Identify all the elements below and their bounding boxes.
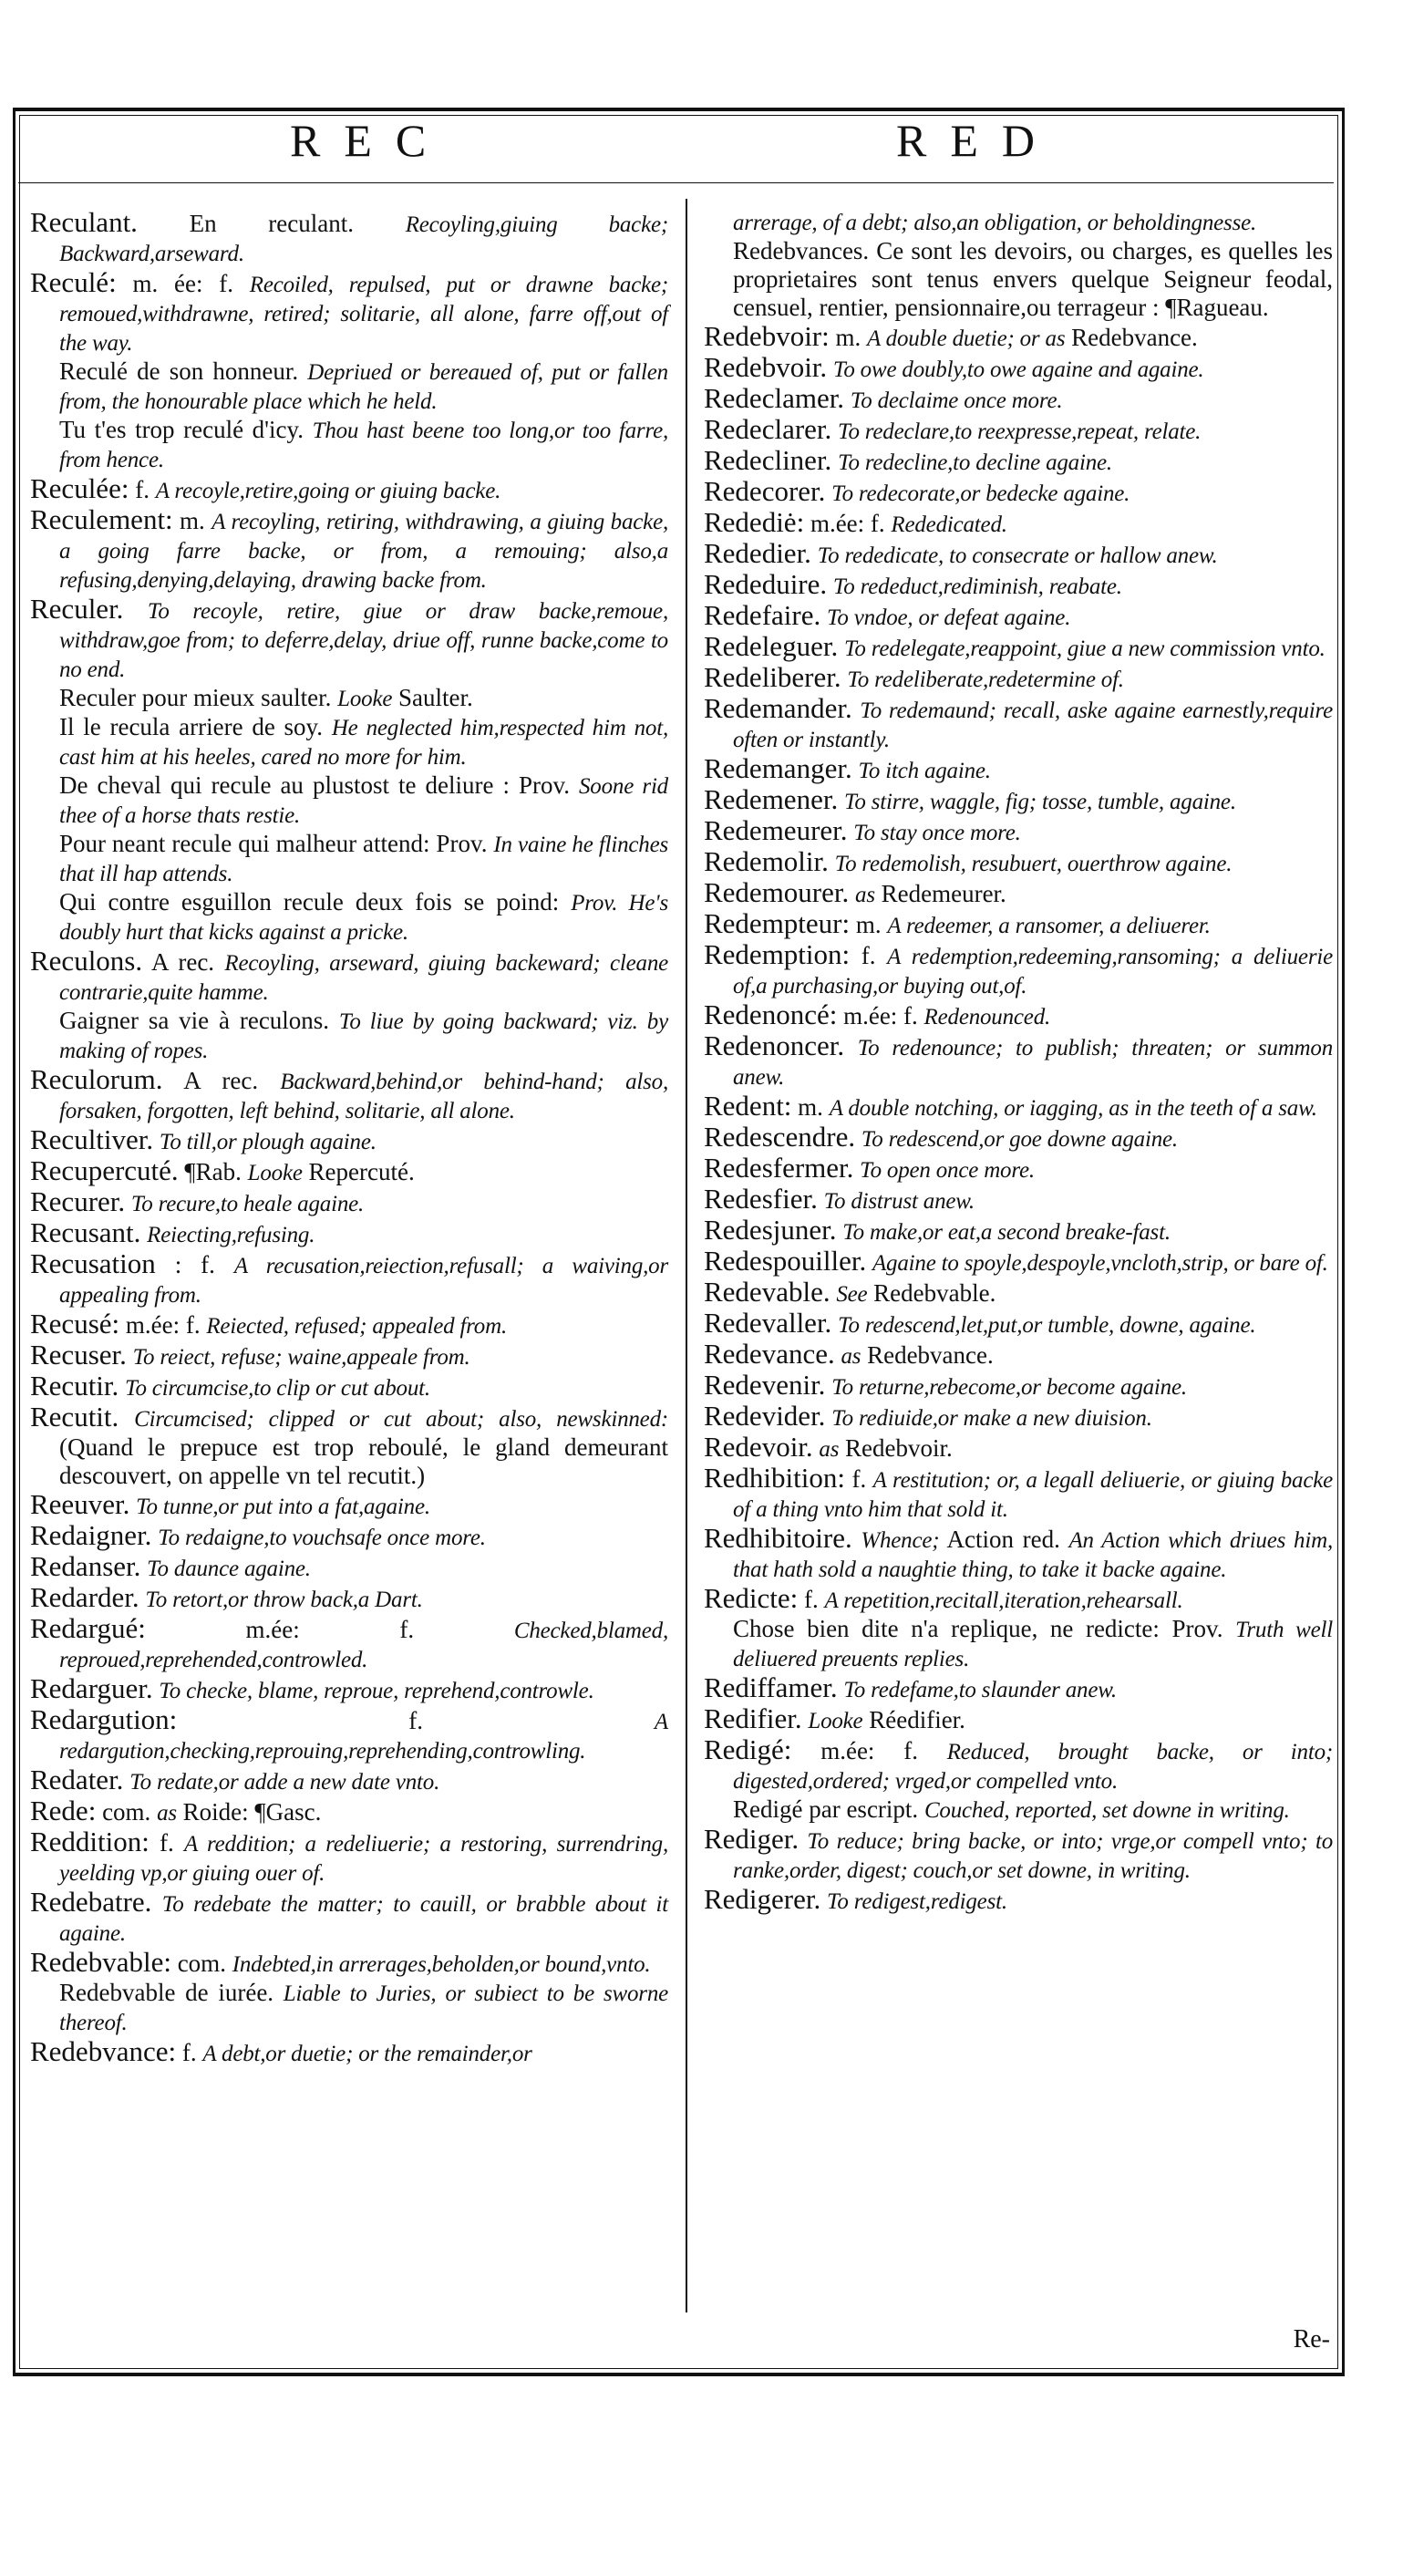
dictionary-entry: [30, 1979, 668, 2037]
french-text: Il le recula arriere de soy.: [59, 713, 324, 740]
headword: Redenoncer.: [704, 1029, 845, 1061]
english-gloss: An Action which driues him, that hath sold a naughtie thing, to take it backe againe.: [733, 1528, 1334, 1582]
headword: Redecorer.: [704, 475, 826, 507]
dictionary-entry: [704, 1122, 1333, 1154]
headword: Redent:: [704, 1090, 792, 1122]
headword: Redevaller.: [704, 1307, 832, 1339]
dictionary-entry: [704, 694, 1333, 754]
french-text: Chose bien dite n'a replique, ne redicte: Prov.: [733, 1615, 1223, 1642]
english-gloss: To redigest,redigest.: [827, 1889, 1007, 1914]
english-gloss: To redelegate,reappoint, giue a new commission vnto.: [843, 636, 1326, 661]
dictionary-entry: [704, 1795, 1333, 1825]
english-gloss: Reduced, brought backe, or into; digested,ordered; vrged,or compelled vnto.: [733, 1740, 1333, 1794]
dictionary-entry: [704, 384, 1333, 415]
english-gloss: To redate,or adde a new date vnto.: [129, 1770, 440, 1795]
dictionary-entry: [704, 353, 1333, 384]
dictionary-entry: [30, 1340, 668, 1371]
headword: Redevable.: [704, 1276, 830, 1308]
headword: Recusant.: [30, 1216, 141, 1248]
french-text: f.: [861, 942, 876, 969]
dictionary-entry: [704, 1825, 1333, 1885]
dictionary-entry: [704, 940, 1333, 1000]
dictionary-entry: [704, 1185, 1333, 1216]
english-gloss: To redebate the matter; to cauill, or brabble about it againe.: [59, 1892, 669, 1946]
headword: Redigerer.: [704, 1883, 821, 1915]
dictionary-entry: [704, 1309, 1333, 1340]
dictionary-entry: [704, 601, 1333, 632]
dictionary-entry: [704, 754, 1333, 785]
dictionary-entry: [704, 816, 1333, 847]
dictionary-entry: [30, 2037, 668, 2068]
english-gloss: Recoyling,giuing backe;: [405, 212, 668, 237]
headword: Redeclamer.: [704, 382, 845, 414]
english-gloss: To distrust anew.: [823, 1189, 975, 1214]
english-gloss: as: [157, 1801, 177, 1826]
headword: Recuser.: [30, 1339, 127, 1371]
english-gloss: Truth well deliuered preuents replies.: [733, 1618, 1333, 1671]
french-text: Pour neant recule qui malheur attend: Prov.: [59, 830, 488, 857]
english-gloss: A recoyling, retiring, withdrawing, a giuing backe, a going farre backe, or from, a remouing; also,a refusing,denying,delaying, drawing backe from.: [59, 510, 669, 593]
headword: Redifier.: [704, 1702, 802, 1734]
english-gloss: To redemolish, resubuert, ouerthrow againe.: [834, 852, 1233, 876]
headword: Redhibition:: [704, 1462, 845, 1494]
english-gloss: A double notching, or iagging, as in the teeth of a saw.: [829, 1096, 1317, 1121]
english-gloss: A redargution,checking,reprouing,reprehending,controwling.: [59, 1710, 668, 1764]
english-gloss: A redeemer, a ransomer, a deliuerer.: [887, 914, 1211, 938]
english-gloss: Checked,blamed, reproued,reprehended,controwled.: [59, 1619, 669, 1672]
dictionary-entry: [30, 1218, 668, 1249]
headword: Rededier.: [704, 537, 811, 569]
headword: Redecliner.: [704, 444, 832, 476]
headword: Redevenir.: [704, 1369, 826, 1401]
french-text: Redebvance.: [1071, 324, 1198, 351]
french-text: Redebvance.: [867, 1341, 994, 1369]
headword: Redemolir.: [704, 845, 829, 877]
headword: Redesjuner.: [704, 1214, 837, 1246]
english-gloss: Indebted,in arrerages,beholden,or bound,vnto.: [232, 1952, 651, 1977]
headword: Rediffamer.: [704, 1671, 838, 1703]
dictionary-entry: [704, 1216, 1333, 1247]
headword: Redespouiller.: [704, 1245, 867, 1277]
headword: Reculée:: [30, 472, 129, 504]
english-gloss: To recoyle, retire, giue or draw backe,remoue, withdraw,goe from; to deferre,delay, driue off, runne backe,come to no end.: [59, 599, 668, 682]
headword: Redargué:: [30, 1612, 146, 1644]
english-gloss: To redaigne,to vouchsafe once more.: [158, 1526, 486, 1550]
english-gloss: To reduce; bring backe, or into; vrge,or compell vnto; to ranke,order, digest; couch,or set downe, in writing.: [733, 1829, 1333, 1883]
dictionary-entry: [704, 1278, 1333, 1309]
dictionary-entry: [704, 909, 1333, 940]
dictionary-entry: [30, 1125, 668, 1156]
english-gloss: Liable to Juries, or subiect to be sworne thereof.: [59, 1981, 669, 2035]
english-gloss: Soone rid thee of a horse thats restie.: [59, 774, 668, 828]
english-gloss: To redescend,let,put,or tumble, downe, againe.: [838, 1313, 1256, 1338]
french-text: Roide: ¶Gasc.: [182, 1798, 322, 1826]
dictionary-entry: [30, 595, 668, 684]
english-gloss: To redeliberate,redetermine of.: [847, 667, 1124, 692]
dictionary-entry: [30, 1065, 668, 1125]
english-gloss: To rededicate, to consecrate or hallow anew.: [817, 543, 1218, 568]
french-text: Saulter.: [398, 684, 473, 711]
dictionary-entry: [30, 1614, 668, 1674]
headword: Reculant.: [30, 206, 138, 238]
dictionary-entry: [704, 1247, 1333, 1278]
dictionary-entry: [30, 208, 668, 268]
english-gloss: To vndoe, or defeat againe.: [826, 605, 1071, 630]
english-gloss: Rededicated.: [891, 512, 1007, 537]
english-gloss: To returne,rebecome,or become againe.: [831, 1375, 1187, 1400]
english-gloss: To open once more.: [860, 1158, 1035, 1183]
french-text: m.ée: f.: [245, 1616, 415, 1643]
dictionary-entry: [704, 1154, 1333, 1185]
dictionary-entry: [30, 830, 668, 888]
headword: Reculons.: [30, 945, 143, 977]
english-gloss: Reiecting,refusing.: [147, 1223, 315, 1247]
english-gloss: Circumcised; clipped or cut about; also, newskinned:: [134, 1407, 669, 1432]
english-gloss: A repetition,recitall,iteration,rehearsall.: [824, 1588, 1183, 1613]
english-gloss: Prov. He's doubly hurt that kicks against a pricke.: [59, 891, 668, 945]
dictionary-entry: [30, 1948, 668, 1979]
headword: Redeliberer.: [704, 661, 841, 693]
dictionary-entry: [30, 1309, 668, 1340]
dictionary-entry: [30, 1827, 668, 1888]
headword: Redebvance:: [30, 2035, 177, 2067]
french-text: Tu t'es trop reculé d'icy.: [59, 416, 304, 443]
dictionary-entry: [704, 785, 1333, 816]
english-gloss: Looke: [808, 1709, 863, 1733]
dictionary-entry: [704, 1704, 1333, 1735]
headword: Redemption:: [704, 938, 851, 970]
english-gloss: To stirre, waggle, fig; tosse, tumble, againe.: [843, 790, 1236, 814]
french-text: Redemeurer.: [881, 880, 1006, 907]
headword: Redediė:: [704, 506, 805, 538]
english-gloss: To itch againe.: [858, 759, 991, 783]
headword: Redevance.: [704, 1338, 835, 1370]
dictionary-entry: [704, 847, 1333, 878]
dictionary-entry: [704, 1031, 1333, 1091]
english-gloss: To checke, blame, reproue, reprehend,controwle.: [159, 1679, 594, 1703]
english-gloss: A recusation,reiection,refusall; a waiving,or appealing from.: [59, 1254, 669, 1308]
headword: Redarguer.: [30, 1672, 153, 1704]
english-gloss: He neglected him,respected him not, cast him at his heeles, cared no more for him.: [59, 716, 669, 770]
header-rule: [18, 182, 1334, 183]
english-gloss: To redeclare,to reexpresse,repeat, relate.: [838, 419, 1202, 444]
dictionary-entry: [704, 663, 1333, 694]
headword: Recultiver.: [30, 1123, 154, 1155]
headword: Redevoir.: [704, 1431, 813, 1463]
headword: Redempteur:: [704, 907, 851, 939]
headword: Redesfermer.: [704, 1152, 854, 1184]
headword: Recurer.: [30, 1185, 126, 1217]
dictionary-entry: [30, 1888, 668, 1948]
headword: Redemourer.: [704, 876, 850, 908]
french-text: Redebvable de iurée.: [59, 1979, 274, 2006]
english-gloss: Redenounced.: [923, 1005, 1051, 1029]
english-gloss: as: [855, 883, 875, 907]
dictionary-entry: [30, 1552, 668, 1583]
english-gloss: To circumcise,to clip or cut about.: [125, 1376, 430, 1401]
headword: Redemanger.: [704, 752, 852, 784]
english-gloss: To stay once more.: [853, 821, 1021, 845]
dictionary-entry: [704, 632, 1333, 663]
french-text: Redebvances. Ce sont les devoirs, ou charges, es quelles les proprietaires sont tenus envers quelque Seigneur feodal, censuel, rentier, pensionnaire,ou terrageur : ¶Ragueau.: [733, 237, 1333, 321]
english-gloss: arrerage, of a debt; also,an obligation, or beholdingnesse.: [733, 211, 1257, 235]
french-text: m.ée: f.: [125, 1311, 201, 1339]
english-gloss: Whence;: [861, 1528, 940, 1553]
english-gloss: A redemption,redeeming,ransoming; a deliuerie of,a purchasing,or buying out,of.: [733, 945, 1333, 998]
english-gloss: To reiect, refuse; waine,appeale from.: [132, 1345, 470, 1370]
english-gloss: To liue by going backward; viz. by making of ropes.: [59, 1009, 669, 1063]
dictionary-entry: [30, 713, 668, 771]
dictionary-entry: [30, 1371, 668, 1402]
dictionary-entry: [704, 1524, 1333, 1584]
english-gloss: as: [841, 1344, 861, 1369]
english-gloss: A debt,or duetie; or the remainder,or: [202, 2042, 532, 2066]
left-column: [30, 208, 668, 2068]
french-text: De cheval qui recule au plustost te deliure : Prov.: [59, 771, 570, 799]
dictionary-entry: [30, 1156, 668, 1187]
headword: Recupercuté.: [30, 1154, 179, 1186]
catchword: Re-: [1293, 2325, 1330, 2354]
english-gloss: To redemaund; recall, aske againe earnestly,require often or instantly.: [733, 698, 1333, 752]
french-text: m.: [855, 911, 882, 938]
headword: Redevider.: [704, 1400, 826, 1432]
french-text: f.: [851, 1465, 867, 1493]
headword: Redemeurer.: [704, 814, 848, 846]
dictionary-entry: [30, 1490, 668, 1521]
dictionary-entry: [704, 322, 1333, 353]
dictionary-entry: [704, 539, 1333, 570]
dictionary-entry: [30, 1705, 668, 1765]
headword: Reculement:: [30, 503, 173, 535]
headword: Reculé:: [30, 266, 117, 298]
headword: Redefaire.: [704, 599, 821, 631]
headword: Redemander.: [704, 692, 852, 724]
headword: Redicte:: [704, 1582, 799, 1614]
headword: Redesfier.: [704, 1183, 818, 1215]
english-gloss: Reiected, refused; appealed from.: [206, 1314, 507, 1339]
english-gloss: Couched, reported, set downe in writing.: [923, 1798, 1290, 1823]
dictionary-entry: [30, 1187, 668, 1218]
french-text: A rec.: [183, 1067, 259, 1094]
right-column: [704, 208, 1333, 1916]
dictionary-entry: [704, 878, 1333, 909]
french-text: A rec.: [150, 948, 215, 976]
english-gloss: In vaine he flinches that ill hap attends.: [59, 833, 668, 886]
dictionary-entry: [704, 446, 1333, 477]
headword: Redebvoir:: [704, 320, 830, 352]
dictionary-entry: [704, 1464, 1333, 1524]
headword: Reddition:: [30, 1826, 150, 1857]
french-text: Gaigner sa vie à reculons.: [59, 1007, 330, 1034]
headword: Redebvable:: [30, 1946, 171, 1978]
french-text: f.: [804, 1586, 819, 1613]
english-gloss: A recoyle,retire,going or giuing backe.: [155, 479, 501, 503]
headword: Redater.: [30, 1764, 124, 1795]
dictionary-entry: [704, 237, 1333, 322]
headword: Redenoncé:: [704, 998, 838, 1030]
headword: Reculorum.: [30, 1063, 163, 1095]
headword: Redebvoir.: [704, 351, 828, 383]
french-text: Réedifier.: [869, 1706, 965, 1733]
english-gloss: To tunne,or put into a fat,againe.: [136, 1495, 430, 1519]
english-gloss: Looke: [337, 687, 393, 711]
dictionary-entry: [30, 474, 668, 505]
french-text: Qui contre esguillon recule deux fois se poind:: [59, 888, 560, 916]
headword: Recusé:: [30, 1308, 120, 1340]
dictionary-entry: [704, 1433, 1333, 1464]
english-gloss: To rediuide,or make a new diuision.: [831, 1406, 1152, 1431]
english-gloss: To redecorate,or bedecke againe.: [831, 481, 1130, 506]
english-gloss: as: [819, 1437, 840, 1462]
french-text: f.: [160, 1829, 174, 1857]
dictionary-entry: [30, 1674, 668, 1705]
french-text: f.: [181, 2039, 197, 2066]
dictionary-entry: [30, 1765, 668, 1796]
english-gloss: Looke: [247, 1161, 303, 1185]
dictionary-entry: [30, 1521, 668, 1552]
dictionary-entry: [30, 1007, 668, 1065]
dictionary-entry: [30, 357, 668, 416]
dictionary-entry: [30, 1796, 668, 1827]
headword: Redigé:: [704, 1733, 792, 1765]
french-text: Reculé de son honneur.: [59, 357, 299, 385]
french-text: com.: [177, 1950, 226, 1977]
headword: Redemener.: [704, 783, 839, 815]
headword: Rediger.: [704, 1823, 800, 1855]
dictionary-entry: [704, 1340, 1333, 1371]
dictionary-entry: [704, 1673, 1333, 1704]
english-gloss: Recoiled, repulsed, put or drawne backe; remoued,withdrawne, retired; solitarie, all alone, farre off,out of the way.: [59, 273, 669, 356]
english-gloss: See: [836, 1282, 868, 1307]
english-gloss: To recure,to heale againe.: [130, 1192, 365, 1216]
french-text: Repercuté.: [308, 1158, 415, 1185]
dictionary-entry: [704, 570, 1333, 601]
english-gloss: Backward,behind,or behind-hand; also, forsaken, forgotten, left behind, solitarie, all alone.: [59, 1070, 669, 1123]
dictionary-entry: [30, 1402, 668, 1490]
dictionary-entry: [704, 208, 1333, 237]
dictionary-entry: [30, 947, 668, 1007]
headword: Reculer.: [30, 593, 124, 625]
dictionary-entry: [30, 1249, 668, 1309]
french-text: Reculer pour mieux saulter.: [59, 684, 332, 711]
headword: Redeclarer.: [704, 413, 832, 445]
french-text: m.: [180, 507, 205, 534]
dictionary-entry: [30, 684, 668, 713]
french-text: Redigé par escript.: [733, 1795, 919, 1823]
running-head-right: RED: [896, 115, 1058, 166]
english-gloss: To retort,or throw back,a Dart.: [145, 1588, 423, 1612]
dictionary-entry: [704, 415, 1333, 446]
english-gloss: To redenounce; to publish; threaten; or summon anew.: [733, 1036, 1334, 1090]
column-divider: [686, 199, 687, 2312]
dictionary-entry: [704, 477, 1333, 508]
dictionary-entry: [30, 1583, 668, 1614]
english-gloss: To owe doubly,to owe againe and againe.: [832, 357, 1204, 382]
dictionary-entry: [704, 1000, 1333, 1031]
french-text: (Quand le prepuce est trop reboulé, le gland demeurant descouvert, on appelle vn tel recutit.): [59, 1433, 668, 1489]
dictionary-entry: [704, 1402, 1333, 1433]
dictionary-entry: [30, 771, 668, 830]
headword: Reeuver.: [30, 1488, 130, 1520]
english-gloss: Thou hast beene too long,or too farre, from hence.: [59, 419, 669, 472]
english-gloss: Recoyling, arseward, giuing backeward; cleane contrarie,quite hamme.: [59, 951, 669, 1005]
headword: Redarder.: [30, 1581, 139, 1613]
french-text: ¶Rab.: [184, 1158, 242, 1185]
french-text: m.ée: f.: [843, 1002, 918, 1029]
dictionary-entry: [704, 1091, 1333, 1122]
headword: Recutir.: [30, 1370, 119, 1402]
french-text: En reculant.: [189, 210, 355, 237]
french-text: f.: [408, 1707, 423, 1734]
french-text: Action red.: [946, 1526, 1060, 1553]
english-gloss: A reddition; a redeliuerie; a restoring, surrendring, yeelding vp,or giuing ouer of.: [59, 1832, 669, 1886]
english-gloss: To daunce againe.: [147, 1557, 311, 1581]
french-text: com.: [102, 1798, 151, 1826]
headword: Redeleguer.: [704, 630, 839, 662]
dictionary-entry: [30, 505, 668, 595]
dictionary-entry: [30, 268, 668, 357]
french-text: m.: [798, 1093, 823, 1121]
french-text: m.ée: f.: [810, 510, 885, 537]
french-text: m. ée: f.: [132, 270, 233, 297]
headword: Recusation: [30, 1247, 156, 1279]
english-gloss: To make,or eat,a second breake-fast.: [842, 1220, 1171, 1245]
headword: Redescendre.: [704, 1121, 856, 1153]
french-text: m.: [835, 324, 861, 351]
english-gloss: To redefame,to slaunder anew.: [843, 1678, 1117, 1702]
english-gloss: To rededuct,rediminish, reabate.: [832, 574, 1122, 599]
dictionary-entry: [704, 508, 1333, 539]
running-head-left: REC: [290, 115, 450, 166]
english-gloss: Backward,arseward.: [59, 242, 244, 266]
headword: Recutit.: [30, 1401, 119, 1433]
french-text: Redebvable.: [873, 1279, 996, 1307]
french-text: f.: [135, 476, 150, 503]
french-text: m.ée: f.: [820, 1737, 918, 1764]
dictionary-entry: [30, 416, 668, 474]
dictionary-entry: [30, 888, 668, 947]
headword: Redhibitoire.: [704, 1522, 852, 1554]
english-gloss: A restitution; or, a legall deliuerie, or giuing backe of a thing vnto him that sold it.: [733, 1468, 1334, 1522]
dictionary-entry: [704, 1885, 1333, 1916]
french-text: Redebvoir.: [845, 1434, 953, 1462]
english-gloss: A double duetie; or as: [867, 326, 1066, 351]
headword: Rede:: [30, 1795, 97, 1826]
english-gloss: Againe to spoyle,despoyle,vncloth,strip, or bare of.: [872, 1251, 1328, 1276]
english-gloss: To redecline,to decline againe.: [838, 450, 1112, 475]
headword: Rededuire.: [704, 568, 828, 600]
headword: Redanser.: [30, 1550, 141, 1582]
headword: Redargution:: [30, 1703, 178, 1735]
english-gloss: To declaime once more.: [850, 388, 1063, 413]
dictionary-entry: [704, 1735, 1333, 1795]
headword: Redebatre.: [30, 1886, 152, 1918]
french-text: : f.: [174, 1251, 215, 1278]
english-gloss: To redescend,or goe downe againe.: [861, 1127, 1178, 1152]
dictionary-entry: [704, 1371, 1333, 1402]
headword: Redaigner.: [30, 1519, 152, 1551]
dictionary-entry: [704, 1584, 1333, 1615]
english-gloss: Depriued or bereaued of, put or fallen from, the honourable place which he held.: [59, 360, 668, 414]
dictionary-entry: [704, 1615, 1333, 1673]
english-gloss: To till,or plough againe.: [159, 1130, 377, 1154]
